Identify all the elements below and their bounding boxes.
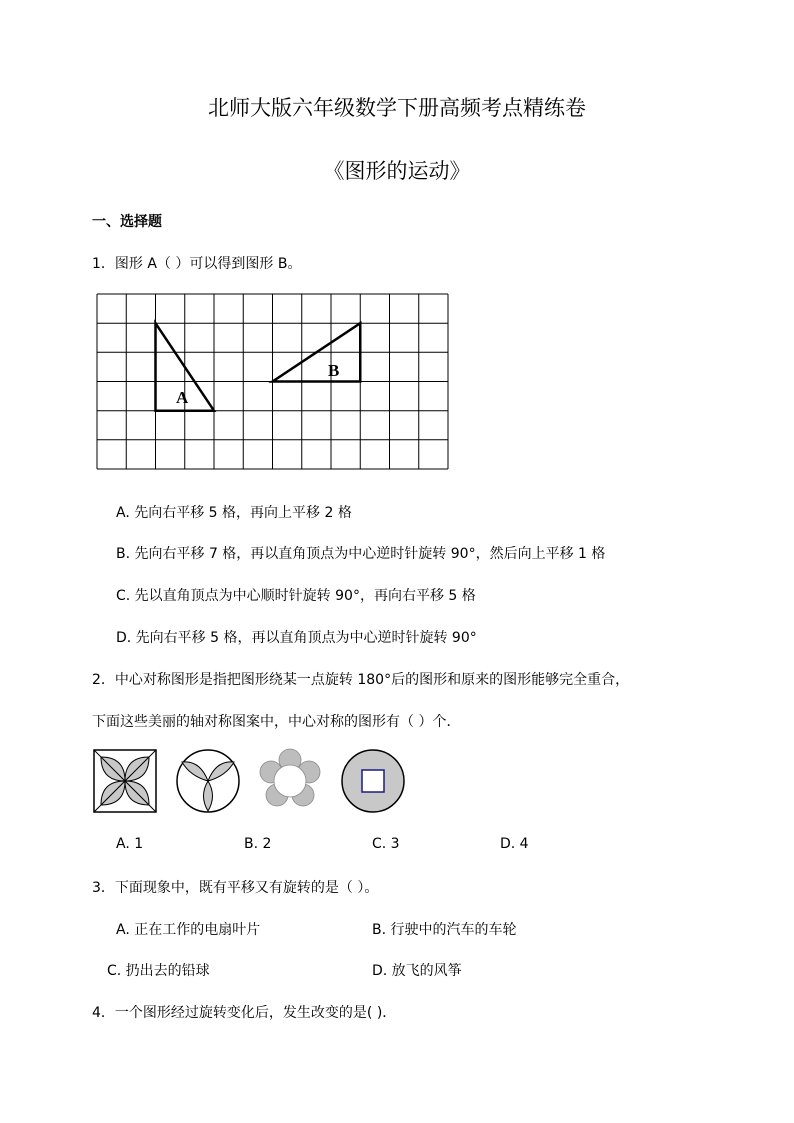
q2-option-d[interactable]: D. 4 [500,836,529,852]
grid-figure [96,293,452,473]
q3-option-c[interactable]: C. 扔出去的铅球 [107,963,210,979]
question-1-stem: 1．图形 A（ ）可以得到图形 B。 [92,256,302,272]
page-subtitle: 《图形的运动》 [323,159,471,183]
q3-option-d[interactable]: D. 放飞的风筝 [372,963,462,979]
pattern-coin [340,748,406,814]
label-a: A [176,388,189,407]
q2-option-c[interactable]: C. 3 [372,836,400,852]
q2-option-b[interactable]: B. 2 [244,836,272,852]
q3-option-a[interactable]: A. 正在工作的电扇叶片 [116,922,261,938]
question-2-stem-line1: 2．中心对称图形是指把图形绕某一点旋转 180°后的图形和原来的图形能够完全重合， [92,672,630,688]
question-4-stem: 4．一个图形经过旋转变化后，发生改变的是( )． [92,1005,397,1021]
page-title: 北师大版六年级数学下册高频考点精练卷 [208,96,586,120]
q1-option-d[interactable]: D. 先向右平移 5 格，再以直角顶点为中心逆时针旋转 90° [116,630,477,646]
q3-option-b[interactable]: B. 行驶中的汽车的车轮 [372,922,517,938]
q1-option-c[interactable]: C. 先以直角顶点为中心顺时针旋转 90°，再向右平移 5 格 [116,588,476,604]
pattern-square-petals [93,749,157,813]
question-2-stem-line2: 下面这些美丽的轴对称图案中，中心对称的图形有（ ）个． [92,714,461,730]
pattern-circle-three-leaves [175,748,241,814]
question-3-stem: 3．下面现象中，既有平移又有旋转的是（ ）。 [92,880,379,896]
label-b: B [328,361,340,380]
section-heading: 一、选择题 [92,214,162,230]
q1-option-b[interactable]: B. 先向右平移 7 格，再以直角顶点为中心逆时针旋转 90°，然后向上平移 1 格 [116,546,606,562]
pattern-flower [256,748,324,814]
q1-option-a[interactable]: A. 先向右平移 5 格，再向上平移 2 格 [116,505,352,521]
q2-option-a[interactable]: A. 1 [116,836,144,852]
